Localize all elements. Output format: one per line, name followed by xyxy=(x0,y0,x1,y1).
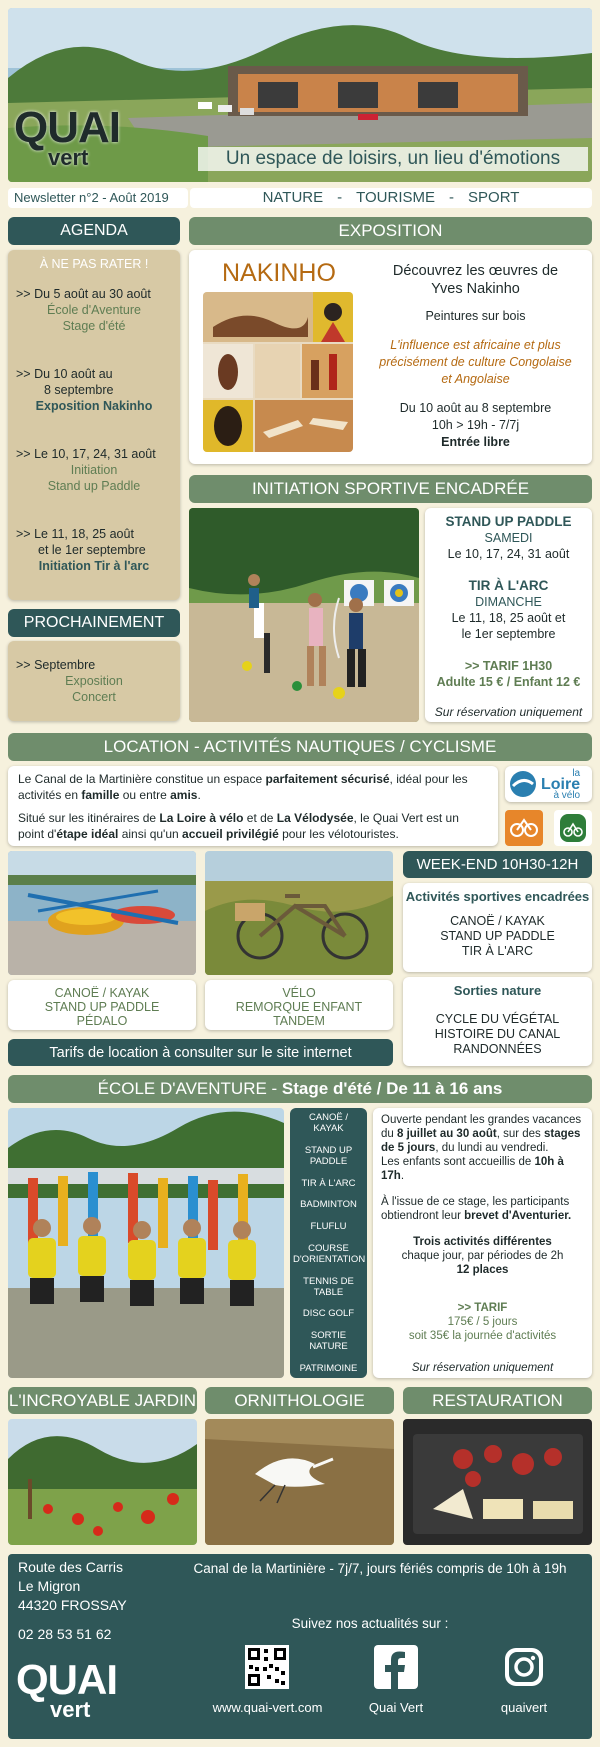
footer-address xyxy=(18,1558,158,1644)
archery-photo xyxy=(189,508,419,722)
ecole-activity: PATRIMOINE xyxy=(299,1362,358,1374)
ecole-activity: TENNIS DE TABLE xyxy=(303,1275,354,1298)
boat-caption-line: STAND UP PADDLE xyxy=(44,1000,160,1014)
ecole-text-panel xyxy=(373,1108,592,1378)
address-line: 44320 FROSSAY xyxy=(18,1597,127,1613)
jardin-title: L'INCROYABLE JARDIN xyxy=(8,1387,197,1414)
loire-logo-velo: à vélo xyxy=(553,789,581,801)
location-text-panel xyxy=(8,766,498,846)
nav-nature[interactable]: NATURE xyxy=(262,189,324,206)
activite-item: CANOË / KAYAK xyxy=(450,914,545,928)
agenda-item-date: >> Le 11, 18, 25 août xyxy=(16,527,134,541)
exposition-medium: Peintures sur bois xyxy=(425,309,526,323)
agenda-panel xyxy=(8,250,180,600)
exposition-entry: Entrée libre xyxy=(441,435,510,449)
footer-website[interactable]: www.quai-vert.com xyxy=(212,1700,323,1715)
sup-dates: Le 10, 17, 24, 31 août xyxy=(447,547,570,561)
initiation-title: INITIATION SPORTIVE ENCADRÉE xyxy=(189,475,592,503)
nav-sport[interactable]: SPORT xyxy=(468,189,520,206)
bike-photo xyxy=(205,851,393,975)
agenda-item xyxy=(16,446,172,494)
footer-logo xyxy=(16,1656,136,1730)
weekend-sorties-panel xyxy=(403,977,592,1066)
ecole-periodes: chaque jour, par périodes de 2h xyxy=(401,1250,564,1262)
ornithologie-title: ORNITHOLOGIE xyxy=(205,1387,394,1414)
prochainement-title: PROCHAINEMENT xyxy=(8,609,180,637)
arc-title: TIR À L'ARC xyxy=(468,578,549,593)
ecole-title-b: Stage d'été / De 11 à 16 ans xyxy=(281,1079,503,1098)
accueil-velo-icon xyxy=(554,810,592,846)
ecole-activity: STAND UP PADDLE xyxy=(304,1144,353,1167)
ecole-photo xyxy=(8,1108,284,1378)
agenda-item-date: et le 1er septembre xyxy=(38,543,146,557)
address-line: Le Migron xyxy=(18,1578,81,1594)
instagram-icon[interactable] xyxy=(502,1645,546,1689)
loire-logo-loire: Loire xyxy=(541,775,581,793)
ecole-activities-panel xyxy=(290,1108,367,1378)
agenda-title: AGENDA xyxy=(8,217,180,245)
facebook-icon[interactable] xyxy=(374,1645,418,1689)
ecole-places: 12 places xyxy=(456,1264,509,1276)
tarif-title: >> TARIF 1H30 xyxy=(464,659,553,673)
agenda-item-label: Initiation xyxy=(70,463,118,477)
nakinho-artwork xyxy=(203,292,353,452)
velodyssee-icon xyxy=(505,810,543,846)
header-logo xyxy=(14,103,124,170)
exposition-intro: Découvrez les œuvres de xyxy=(392,263,559,279)
sortie-item: CYCLE DU VÉGÉTAL xyxy=(435,1012,560,1026)
arc-dates: Le 11, 18, 25 août et xyxy=(451,611,566,625)
restauration-title: RESTAURATION xyxy=(403,1387,592,1414)
ecole-tarif-line: 175€ / 5 jours xyxy=(447,1316,518,1328)
agenda-item-label: Initiation Tir à l'arc xyxy=(38,559,150,573)
ecole-tarif-title: >> TARIF xyxy=(457,1302,508,1314)
agenda-item-date: 8 septembre xyxy=(44,383,114,397)
ecole-trois-activites: Trois activités différentes xyxy=(413,1236,552,1248)
exposition-dates xyxy=(368,400,583,434)
nav-separator: - xyxy=(337,189,343,206)
boat-caption xyxy=(8,980,196,1030)
agenda-subtitle: À NE PAS RATER ! xyxy=(39,257,149,271)
sorties-title: Sorties nature xyxy=(453,983,542,998)
exposition-text xyxy=(368,262,583,451)
loire-velo-logo xyxy=(505,766,592,802)
agenda-item-label: Stand up Paddle xyxy=(47,479,141,493)
ecole-activity: SORTIE NATURE xyxy=(309,1330,348,1353)
prochainement-panel xyxy=(8,641,180,721)
dates-line: Du 10 août au 8 septembre xyxy=(399,401,552,415)
activite-item: TIR À L'ARC xyxy=(461,944,534,958)
agenda-item xyxy=(16,526,172,574)
newsletter-label: Newsletter n°2 - Août 2019 xyxy=(8,188,188,208)
header-tagline: Un espace de loisirs, un lieu d'émotions xyxy=(198,147,588,171)
agenda-item-label: Exposition Nakinho xyxy=(35,399,153,413)
sortie-item: HISTOIRE DU CANAL xyxy=(434,1027,561,1041)
ecole-reservation: Sur réservation uniquement xyxy=(411,1362,554,1374)
exposition-quote xyxy=(368,337,583,388)
sup-day: SAMEDI xyxy=(484,531,533,545)
bike-caption-line: VÉLO xyxy=(282,986,316,1000)
sup-title: STAND UP PADDLE xyxy=(445,514,572,529)
footer-follow: Suivez nos actualités sur : xyxy=(291,1616,449,1631)
ecole-paragraph-3: À l'issue de ce stage, les participants obtiendront leur brevet d'Aventurier. xyxy=(381,1196,572,1222)
ecole-paragraph-2: Les enfants sont accueillis de 10h à 17h. xyxy=(381,1156,564,1182)
boat-caption-line: PÉDALO xyxy=(76,1014,128,1028)
ecole-paragraph-4 xyxy=(381,1235,584,1277)
nav-tourisme[interactable]: TOURISME xyxy=(356,189,436,206)
exposition-artist: NAKINHO xyxy=(222,259,336,287)
weekend-activites-panel xyxy=(403,883,592,972)
ecole-activity: BADMINTON xyxy=(300,1199,357,1211)
qr-code-icon[interactable] xyxy=(245,1645,289,1689)
agenda-item-label: École d'Aventure xyxy=(47,303,141,317)
ecole-title xyxy=(8,1075,592,1103)
quote-line: et Angolaise xyxy=(441,372,510,386)
sortie-item: RANDONNÉES xyxy=(453,1042,542,1056)
exposition-intro: Yves Nakinho xyxy=(431,281,520,297)
address-line: Route des Carris xyxy=(18,1559,124,1575)
ecole-tarif xyxy=(381,1301,584,1343)
tarif-value: Adulte 15 € / Enfant 12 € xyxy=(436,675,581,689)
nav-bar xyxy=(190,188,592,208)
activites-title: Activités sportives encadrées xyxy=(405,889,590,904)
location-title: LOCATION - ACTIVITÉS NAUTIQUES / CYCLISME xyxy=(8,733,592,761)
agenda-item-label: Stage d'été xyxy=(62,319,126,333)
activite-item: STAND UP PADDLE xyxy=(440,929,555,943)
dates-line: 10h > 19h - 7/7j xyxy=(431,418,520,432)
ecole-activity: DISC GOLF xyxy=(302,1308,355,1320)
footer-logo-top: QUAI xyxy=(16,1656,117,1703)
agenda-item xyxy=(16,286,172,334)
quote-line: précisément de culture Congolaise xyxy=(379,355,572,369)
ornithologie-photo xyxy=(205,1419,394,1545)
agenda-item-date: >> Du 5 août au 30 août xyxy=(16,287,151,301)
ecole-activity: COURSE D'ORIENTATION xyxy=(293,1242,366,1265)
agenda-item xyxy=(16,366,172,414)
bike-caption-line: REMORQUE ENFANT xyxy=(235,1000,363,1014)
agenda-item-date: >> Le 10, 17, 24, 31 août xyxy=(16,447,156,461)
boat-caption-line: CANOË / KAYAK xyxy=(54,986,150,1000)
nav-separator: - xyxy=(449,189,455,206)
footer-logo-bottom: vert xyxy=(50,1697,91,1722)
prochainement-date: >> Septembre xyxy=(16,658,96,672)
exposition-title: EXPOSITION xyxy=(189,217,592,245)
logo-bottom: vert xyxy=(48,145,89,170)
quote-line: L'influence est africaine et plus xyxy=(390,338,561,352)
location-paragraph-1: Le Canal de la Martinière constitue un espace parfaitement sécurisé, idéal pour les activités en famille ou entre amis. xyxy=(18,772,468,802)
jardin-photo xyxy=(8,1419,197,1545)
arc-day: DIMANCHE xyxy=(475,595,542,609)
bike-caption xyxy=(205,980,393,1030)
tarifs-bar[interactable]: Tarifs de location à consulter sur le site internet xyxy=(8,1039,393,1066)
footer-hours: Canal de la Martinière - 7j/7, jours fériés compris de 10h à 19h xyxy=(193,1561,567,1576)
agenda-item-date: >> Du 10 août au xyxy=(16,367,113,381)
weekend-title: WEEK-END 10H30-12H xyxy=(403,851,592,878)
prochainement-label: Exposition xyxy=(65,674,123,688)
kayak-photo xyxy=(8,851,196,975)
ecole-tarif-line: soit 35€ la journée d'activités xyxy=(408,1330,557,1342)
initiation-panel xyxy=(425,508,592,722)
reservation-note: Sur réservation uniquement xyxy=(434,705,583,719)
ecole-title-a: ÉCOLE D'AVENTURE - xyxy=(97,1079,282,1098)
location-paragraph-2: Situé sur les itinéraires de La Loire à vélo et de La Vélodysée, le Quai Vert est un point d'étape idéal ainsi qu'un accueil privilégié pour les vélotouristes. xyxy=(18,811,459,841)
footer-phone[interactable]: 02 28 53 51 62 xyxy=(18,1626,112,1642)
loire-velo-icon xyxy=(509,770,537,798)
ecole-paragraph-1: Ouverte pendant les grandes vacances du 8 juillet au 30 août, sur des stages de 5 jours, du lundi au vendredi. xyxy=(381,1114,582,1154)
footer-instagram[interactable]: quaivert xyxy=(500,1700,548,1715)
logo-top: QUAI xyxy=(14,103,120,152)
ecole-activity: TIR À L'ARC xyxy=(301,1177,356,1189)
restauration-photo xyxy=(403,1419,592,1545)
ecole-activity: CANOË / KAYAK xyxy=(308,1112,349,1134)
footer-facebook[interactable]: Quai Vert xyxy=(368,1700,424,1715)
arc-dates: le 1er septembre xyxy=(461,627,556,641)
bike-caption-line: TANDEM xyxy=(273,1014,325,1028)
loire-logo-la: la xyxy=(572,767,581,779)
ecole-activity: FLUFLU xyxy=(310,1221,347,1233)
prochainement-label: Concert xyxy=(72,690,116,704)
